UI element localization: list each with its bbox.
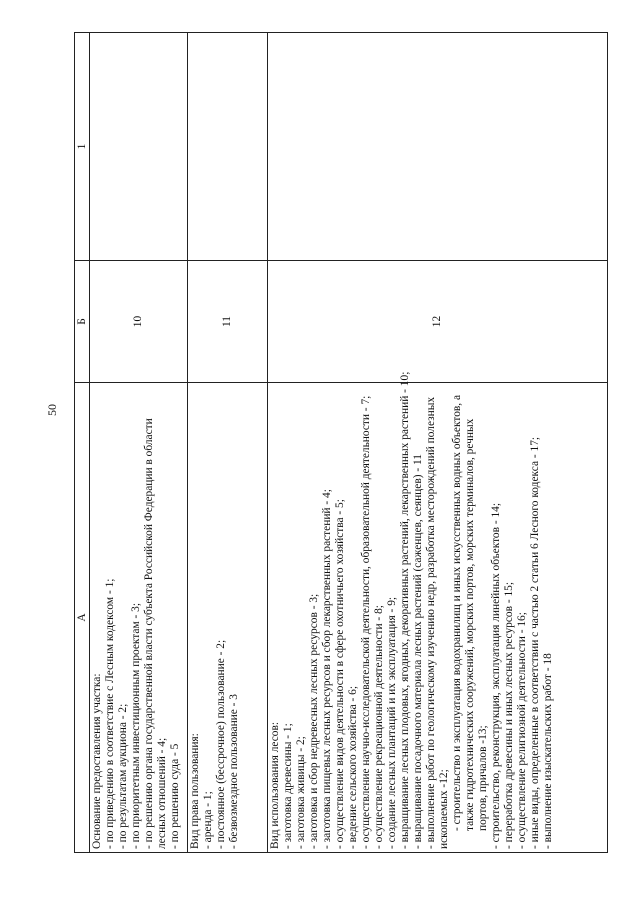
header-col-1: 1: [75, 33, 90, 261]
table-row-forest-use: [268, 33, 608, 853]
row-value-cell[interactable]: [188, 33, 268, 261]
list-item: - осуществление рекреационной деятельности - 8;: [373, 605, 385, 849]
list-item: - выполнение изыскательских работ - 18: [542, 653, 554, 849]
list-item: - строительство, реконструкция, эксплуатация линейных объектов - 14;: [490, 502, 502, 849]
list-item: - осуществление религиозной деятельности - 16;: [516, 612, 528, 849]
list-item: - по приоритетным инвестиционным проектам - 3;: [130, 602, 142, 849]
row-right-type-description: [188, 383, 268, 853]
list-item: - заготовка и сбор недревесных лесных ресурсов - 3;: [308, 593, 320, 849]
table-row-right-type: [188, 33, 268, 853]
list-item: - заготовка древесины - 1;: [282, 723, 294, 849]
list-item: - выращивание посадочного материала лесных растений (саженцев, сеянцев) - 11: [412, 454, 424, 849]
list-item: - заготовка живицы - 2;: [295, 736, 307, 849]
list-item: - по решению органа государственной власти субъекта Российской Федерации в области лесных отношений - 4;: [143, 418, 168, 849]
list-item: - по приведению в соответствие с Лесным кодексом - 1;: [104, 578, 116, 849]
form-table: [74, 32, 608, 853]
header-col-b: Б: [75, 261, 90, 383]
row-code: 12: [268, 261, 608, 383]
row-heading: Вид использования лесов:: [269, 721, 281, 849]
row-heading: Вид права пользования:: [189, 733, 201, 849]
list-item: - постоянное (бессрочное) пользование - 2;: [215, 639, 227, 849]
list-item: - ведение сельского хозяйства - 6;: [347, 685, 359, 849]
list-item: - создание лесных плантаций и их эксплуатация - 9;: [386, 596, 398, 849]
table-wrapper: [74, 33, 608, 853]
row-value-cell[interactable]: [90, 33, 188, 261]
list-item: - аренда - 1;: [202, 791, 214, 849]
list-item: - заготовка пищевых лесных ресурсов и сбор лекарственных растений - 4;: [321, 489, 333, 849]
list-item: - выращивание лесных плодовых, ягодных, декоративных растений, лекарственных растений - 10;: [399, 371, 411, 849]
row-plot-basis-description: [90, 383, 188, 853]
list-item: - строительство и эксплуатация водохранилищ и иных искусственных водных объектов, а также гидротехнических сооружений, морских портов, морских терминалов, речных портов, причалов -13;: [451, 394, 489, 831]
row-heading: Основание предоставления участка:: [91, 673, 103, 849]
row-value-cell[interactable]: [268, 33, 608, 261]
list-item: - осуществление видов деятельности в сфере охотничьего хозяйства - 5;: [334, 499, 346, 849]
list-item: - безвозмездное пользование - 3: [228, 693, 240, 849]
rotated-page-content: [74, 33, 608, 853]
list-item: - по решению суда - 5: [169, 743, 181, 849]
list-item: - осуществление научно-исследовательской деятельности, образовательной деятельности - 7;: [360, 395, 372, 849]
list-item: - выполнение работ по геологическому изучению недр, разработка месторождений полезных ископаемых -12;: [425, 396, 450, 849]
table-row-plot-basis: [90, 33, 188, 853]
list-item: - иные виды, определенные в соответствии с частью 2 статьи 6 Лесного кодекса - 17;: [529, 436, 541, 849]
row-forest-use-description: [268, 371, 608, 853]
header-col-a: А: [75, 383, 90, 853]
list-item: - по результатам аукциона - 2;: [117, 703, 129, 849]
list-item: - переработка древесины и иных лесных ресурсов - 15;: [503, 581, 515, 849]
page-number: 50: [44, 404, 59, 416]
row-code: 10: [90, 261, 188, 383]
row-code: 11: [188, 261, 268, 383]
table-header-row: [75, 33, 90, 853]
